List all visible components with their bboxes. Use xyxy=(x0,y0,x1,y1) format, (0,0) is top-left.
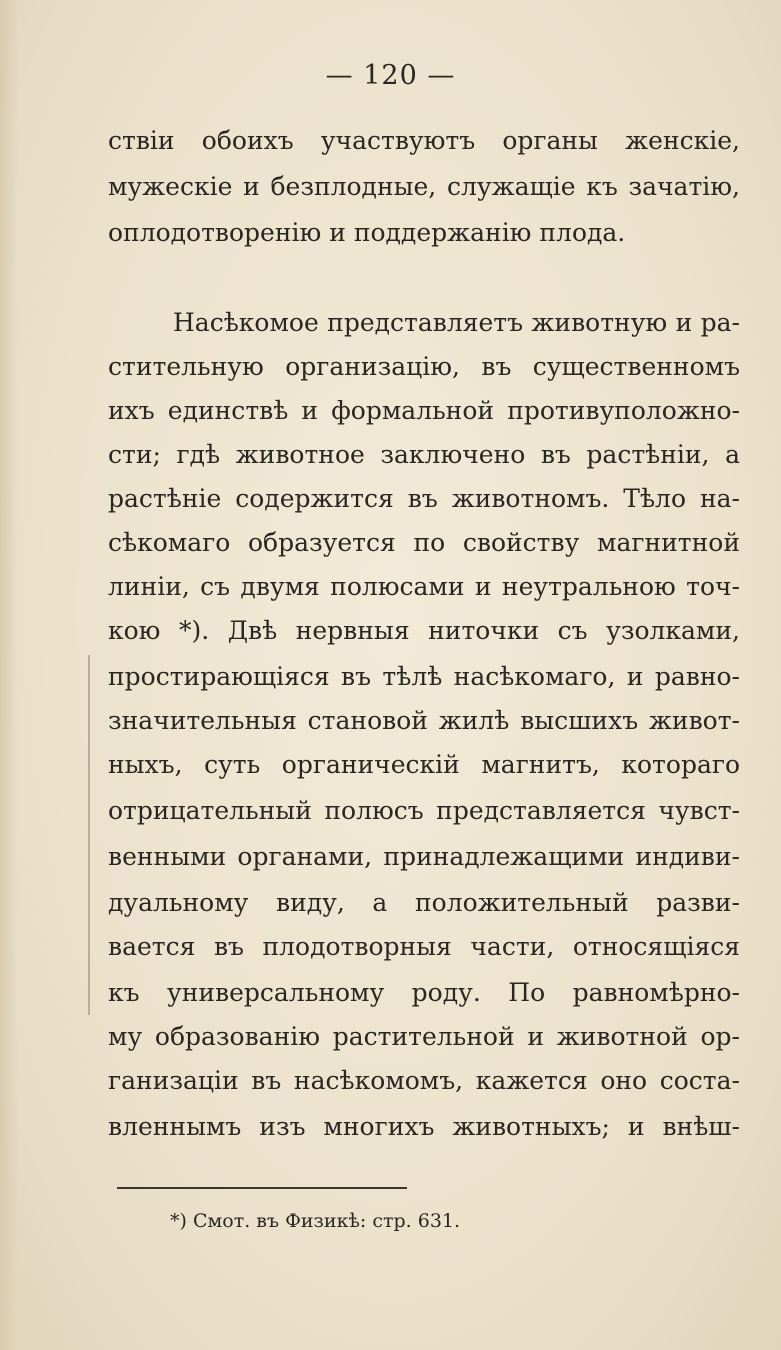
text-line: значительныя становой жилѣ высшихъ живот- xyxy=(108,706,740,735)
text-line: сти; гдѣ животное заключено въ растѣніи, а xyxy=(108,440,740,469)
text-line: ныхъ, суть органическій магнитъ, котораго xyxy=(108,750,740,779)
page-gutter-shadow xyxy=(0,0,18,1350)
text-line: мужескіе и безплодные, служащіе къ зачатію, xyxy=(108,172,740,201)
page-number: — 120 — xyxy=(325,60,456,91)
text-line: ганизаціи въ насѣкомомъ, кажется оно соста- xyxy=(108,1066,740,1095)
text-line: оплодотворенію и поддержанію плода. xyxy=(108,218,626,247)
text-line: сѣкомаго образуется по свойству магнитной xyxy=(108,528,740,557)
margin-mark xyxy=(88,655,90,1015)
text-line: линіи, съ двумя полюсами и неутральною точ- xyxy=(108,572,740,601)
text-line: венными органами, принадлежащими индиви- xyxy=(108,842,740,871)
text-line: ствіи обоихъ участвуютъ органы женскіе, xyxy=(108,126,740,155)
text-line: простирающіяся въ тѣлѣ насѣкомаго, и равно- xyxy=(108,662,740,691)
text-line: растѣніе содержится въ животномъ. Тѣло на- xyxy=(108,484,740,513)
text-line: вленнымъ изъ многихъ животныхъ; и внѣш- xyxy=(108,1112,740,1141)
text-line: стительную организацію, въ существенномъ xyxy=(108,352,740,381)
footnote-rule xyxy=(117,1187,407,1189)
text-line: дуальному виду, а положительный разви- xyxy=(108,888,740,917)
text-line: кою *). Двѣ нервныя ниточки съ узолками, xyxy=(108,616,740,645)
footnote: *) Смот. въ Физикѣ: стр. 631. xyxy=(170,1210,461,1232)
text-line: къ универсальному роду. По равномѣрно- xyxy=(108,978,740,1007)
text-line: отрицательный полюсъ представляется чувст- xyxy=(108,796,740,825)
text-line: ихъ единствѣ и формальной противуположно- xyxy=(108,396,740,425)
paragraph-first-line: Насѣкомое представляетъ животную и ра- xyxy=(173,308,740,337)
text-line: му образованію растительной и животной ор- xyxy=(108,1022,740,1051)
text-line: вается въ плодотворныя части, относящіяся xyxy=(108,932,740,961)
